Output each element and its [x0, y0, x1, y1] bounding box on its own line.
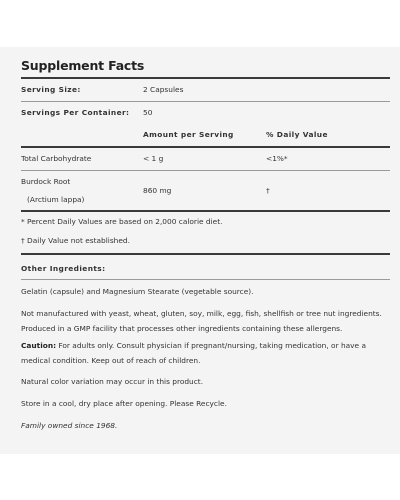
divider [21, 170, 390, 171]
servings-per-container-value: 50 [143, 108, 153, 117]
daily-value-header: % Daily Value [266, 130, 328, 139]
ingredients-text: Gelatin (capsule) and Magnesium Stearate (vegetable source). [21, 287, 254, 296]
footnote-daily-values: * Percent Daily Values are based on 2,000 calorie diet. [21, 217, 223, 226]
nutrient-name: Burdock Root [21, 177, 71, 186]
amount-per-serving-header: Amount per Serving [143, 130, 234, 139]
nutrient-daily-value: † [266, 186, 270, 195]
nutrient-daily-value: <1%* [266, 154, 288, 163]
footnote-not-established: † Daily Value not established. [21, 236, 130, 245]
nutrient-subname: (Arctium lappa) [27, 195, 85, 204]
servings-per-container-label: Servings Per Container: [21, 108, 130, 117]
supplement-facts-panel [0, 47, 400, 454]
caution-text: For adults only. Consult physician if pregnant/nursing, taking medication, or have a medical condition. Keep out of reach of children. [21, 341, 366, 365]
page-title: Supplement Facts [21, 58, 145, 73]
color-variation-note: Natural color variation may occur in this product. [21, 377, 204, 386]
other-ingredients-heading: Other Ingredients: [21, 264, 106, 273]
rows-end-divider [21, 210, 390, 212]
caution-statement [21, 339, 390, 368]
header-divider [21, 146, 390, 148]
storage-note: Store in a cool, dry place after opening. Please Recycle. [21, 399, 227, 408]
nutrient-amount: < 1 g [143, 154, 164, 163]
divider [21, 279, 390, 280]
nutrient-amount: 860 mg [143, 186, 172, 195]
footnote-divider [21, 253, 390, 255]
caution-label: Caution: [21, 341, 57, 350]
serving-size-value: 2 Capsules [143, 85, 184, 94]
nutrient-name: Total Carbohydrate [21, 154, 92, 163]
family-owned-note: Family owned since 1968. [21, 421, 118, 430]
serving-size-label: Serving Size: [21, 85, 81, 94]
title-divider [21, 77, 390, 79]
allergen-statement: Not manufactured with yeast, wheat, gluten, soy, milk, egg, fish, shellfish or tree nut ingredients. Produced in a GMP facility that processes other ingredients containing these allergens. [21, 309, 382, 333]
divider [21, 101, 390, 102]
